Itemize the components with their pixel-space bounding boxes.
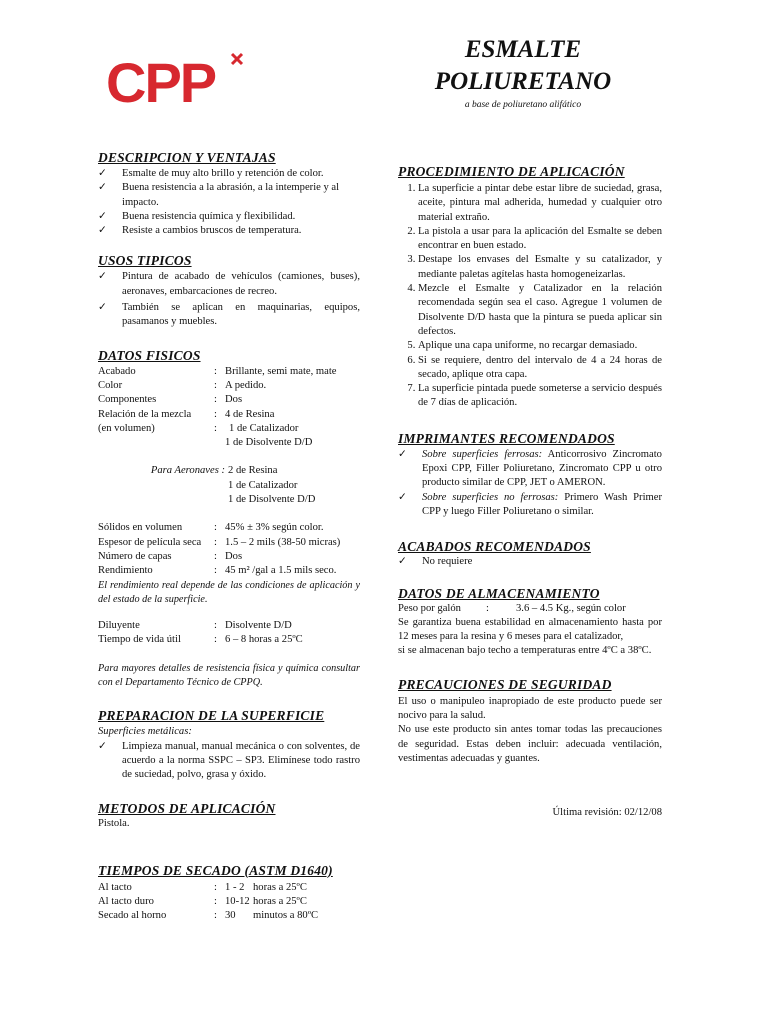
datos-key: Color — [98, 379, 123, 391]
aeronaves-value: 2 de Resina — [228, 465, 278, 477]
tiempos-key: Al tacto — [98, 881, 132, 893]
descripcion-item: Buena resistencia a la abrasión, a la intemperie y al impacto. — [122, 182, 340, 208]
procedimiento-item: 4. Mezcle el Esmalte y Catalizador en la relación recomendada según sea el caso. Agregue 1 volumen de Disolvente D/D hasta que la pintura se pueda aplicar sin defectos. — [418, 282, 662, 339]
check-icon: ✓ — [98, 225, 107, 237]
datos-value: Disolvente D/D — [225, 620, 292, 632]
tiempos-key: Al tacto duro — [98, 896, 154, 908]
datos-value: 1.5 – 2 mils (38-50 micras) — [225, 536, 341, 548]
title-line1: ESMALTE — [464, 36, 582, 63]
check-icon: ✓ — [98, 740, 107, 752]
almacenamiento-p1: Se garantiza buena estabilidad en almacenamiento hasta por 12 meses para la resina y 6 meses para el catalizador, — [398, 616, 662, 643]
datos-value: A pedido. — [225, 379, 267, 391]
metodos-heading: METODOS DE APLICACIÓN — [98, 800, 276, 816]
preparacion-sub: Superficies metálicas: — [98, 726, 192, 738]
check-icon: ✓ — [398, 556, 407, 568]
logo-text: CPP — [106, 51, 216, 110]
tiempos-unit: horas a 25ºC — [253, 881, 307, 893]
datos-key: Tiempo de vida útil — [98, 634, 181, 646]
datos-key: Diluyente — [98, 620, 140, 632]
consultar-note: Para mayores detalles de resistencia física y química consultar con el Departamento Técnico de CPPQ. — [98, 662, 360, 689]
descripcion-item: Resiste a cambios bruscos de temperatura. — [122, 225, 302, 237]
descripcion-heading: DESCRIPCION Y VENTAJAS — [98, 150, 276, 165]
datos-key: Sólidos en volumen — [98, 522, 183, 534]
almacenamiento-value: 3.6 – 4.5 Kg., según color — [516, 602, 626, 614]
tiempos-num: 10-12 — [225, 896, 250, 908]
check-icon: ✓ — [98, 302, 107, 314]
datos-value: 6 – 8 horas a 25ºC — [225, 634, 303, 646]
rendimiento-note: El rendimiento real depende de las condiciones de aplicación y del estado de la superficie. — [98, 579, 360, 605]
tiempos-num: 1 - 2 — [225, 881, 245, 893]
procedimiento-item: 6. Si se requiere, dentro del intervalo de 4 a 24 horas de secado, aplique otra capa. — [418, 354, 662, 383]
datos-key: Rendimiento — [98, 565, 153, 577]
descripcion-item: Esmalte de muy alto brillo y retención de color. — [122, 168, 324, 179]
usos-item: Pintura de acabado de vehículos (camiones, buses), aeronaves, embarcaciones de recreo. — [122, 271, 360, 297]
imprimante-text: Primero Wash Primer CPP y luego Filler Poliuretano o similar. — [422, 491, 663, 517]
datos-key: (en volumen) — [98, 422, 155, 434]
datos-key: Relación de la mezcla — [98, 408, 192, 420]
datos-value: 4 de Resina — [225, 408, 275, 420]
usos-item: También se aplican en maquinarias, equipos, pasamanos y muebles. — [122, 302, 360, 328]
left-column: DESCRIPCION Y VENTAJAS ✓ Esmalte de muy alto brillo y retención de color. ✓ Buena resistencia a la abrasión, a la intemperie y al impacto. ✓ Buena resistencia química y flexibilidad. ✓ Resiste a cambios bruscos de temperatura. USOS TIPICOS ✓ Pintura de acabado de vehículos (camiones, buses), aeronaves, embarcaciones de recreo. ✓ También se aplican en maquinarias, equipos, pasamanos y muebles. DATOS FISICOS Acabado : Brillante, semi mate, mate Color : A pedido. Componentes : Dos Relación de la mezcla : 4 de Resina (en volumen) : 1 de Catalizador 1 de Disolvente D/D Para Aeronaves : 2 de Resina 1 de Catalizador 1 de Disolvente D/D Sólidos en volumen : 45% ± 3% según color. Espesor de película seca : 1.5 – 2 mils (38-50 micras) Número de capas : Dos Rendimiento : 45 m² /gal a 1.5 mils seco. El rendimiento real depende de las condiciones de aplicación y del estado de la superficie. Diluyente : Disolvente D/D Tiempo de vida útil : 6 – 8 horas a 25ºC Para mayores detalles de resistencia física y química consultar con el Departamento Técnico de CPPQ. PREPARACION DE LA SUPERFICIE Superficies metálicas: ✓ Limpieza manual, manual mecánica o con solventes, de acuerdo a la norma SSPC – SP3. Elimínese todo rastro de suciedad, polvo, grasa y óxido. METODOS DE APLICACIÓN Pistola. TIEMPOS DE SECADO (ASTM D1640) Al tacto : 1 - 2 horas a 25ºC Al tacto duro : 10-12 horas a 25ºC Secado al horno : 30 minutos a 80ºC — [98, 150, 360, 924]
precauciones-p2: No use este producto sin antes tomar todas las precauciones de seguridad. Estas deben incluir: adecuada ventilación, vestimentas adecuadas y guantes. — [398, 724, 662, 764]
aeronaves-value: 1 de Catalizador — [228, 479, 298, 491]
procedimiento-item: 5. Aplique una capa uniforme, no recargar demasiado. — [418, 339, 662, 353]
imprimante-label: Sobre superficies ferrosas: — [422, 448, 543, 460]
datos-value: Dos — [225, 394, 243, 406]
datos-value: 1 de Disolvente D/D — [225, 437, 313, 449]
right-column: PROCEDIMIENTO DE APLICACIÓN 1. La superficie a pintar debe estar libre de suciedad, grasa, aceite, pintura mal adherida, humedad y cualquier otro material extraño. 2. La pistola a usar para la aplicación del Esmalte se deben encontrar en buen estado. 3. Destape los envases del Esmalte y su catalizador, y mediante paletas agítelas hasta homogeneizarlas. 4. Mezcle el Esmalte y Catalizador en la relación recomendada según sea el caso. Agregue 1 volumen de Disolvente D/D hasta que la pintura se pueda aplicar sin defectos. 5. Aplique una capa uniforme, no recargar demasiado. 6. Si se requiere, dentro del intervalo de 4 a 24 horas de secado, aplique otra capa. 7. La superficie pintada puede someterse a servicio después de 7 días de aplicación. IMPRIMANTES RECOMENDADOS ✓ Sobre superficies ferrosas: Anticorrosivo Zincromato Epoxi CPP, Filler Poliuretano, Zincromato CPP u otro producto similar de CPP, JET o AMERON. ✓ Sobre superficies no ferrosas: Primero Wash Primer CPP y luego Filler Poliuretano o similar. ACABADOS RECOMENDADOS ✓ No requiere DATOS DE ALMACENAMIENTO Peso por galón : 3.6 – 4.5 Kg., según color Se garantiza buena estabilidad en almacenamiento hasta por 12 meses para la resina y 6 meses para el catalizador, si se almacenan bajo techo a temperaturas entre 4ºC a 38ºC. PRECAUCIONES DE SEGURIDAD El uso o manipuleo inapropiado de este producto puede ser nocivo para la salud. No use este producto sin antes tomar todas las precauciones de seguridad. Estas deben incluir: adecuada ventilación, vestimentas adecuadas y guantes. Última revisión: 02/12/08 — [398, 164, 662, 821]
datos-heading: DATOS FISICOS — [98, 347, 201, 363]
imprimante-text: Anticorrosivo Zincromato Epoxi CPP, Filler Poliuretano, Zincromato CPP u otro producto similar de CPP, JET o AMERON. — [422, 448, 662, 489]
datos-key: Espesor de película seca — [98, 536, 202, 548]
descripcion-item: Buena resistencia química y flexibilidad. — [122, 210, 296, 222]
check-icon: ✓ — [98, 168, 107, 179]
procedimiento-item: 7. La superficie pintada puede someterse a servicio después de 7 días de aplicación. — [418, 382, 662, 411]
cpp-logo — [106, 50, 246, 110]
tiempos-heading: TIEMPOS DE SECADO (ASTM D1640) — [98, 862, 333, 878]
tiempos-unit: minutos a 80ºC — [253, 910, 319, 922]
aeronaves-label: Para Aeronaves : — [150, 465, 225, 477]
imprimante-label: Sobre superficies no ferrosas: — [422, 491, 559, 503]
aeronaves-value: 1 de Disolvente D/D — [228, 494, 316, 506]
check-icon: ✓ — [98, 182, 107, 194]
doc-subtitle: a base de poliuretano alifático — [464, 100, 582, 110]
tiempos-unit: horas a 25ºC — [253, 896, 307, 908]
procedimiento-item: 2. La pistola a usar para la aplicación del Esmalte se deben encontrar en buen estado. — [418, 225, 662, 254]
datos-value: 45% ± 3% según color. — [225, 522, 324, 534]
datos-value: 1 de Catalizador — [229, 422, 299, 434]
title-line2: POLIURETANO — [434, 68, 612, 95]
imprimantes-heading: IMPRIMANTES RECOMENDADOS — [398, 430, 615, 446]
almacenamiento-heading: DATOS DE ALMACENAMIENTO — [398, 585, 600, 601]
check-icon: ✓ — [398, 448, 407, 460]
preparacion-heading: PREPARACION DE LA SUPERFICIE — [98, 708, 325, 724]
logo-star-icon — [232, 54, 242, 64]
check-icon: ✓ — [398, 491, 407, 503]
acabados-heading: ACABADOS RECOMENDADOS — [398, 539, 591, 555]
datos-value: 45 m² /gal a 1.5 mils seco. — [225, 565, 337, 577]
check-icon: ✓ — [98, 271, 107, 283]
procedimiento-heading: PROCEDIMIENTO DE APLICACIÓN — [398, 164, 625, 179]
revision-date: Última revisión: 02/12/08 — [552, 807, 662, 819]
procedimiento-item: 1. La superficie a pintar debe estar libre de suciedad, grasa, aceite, pintura mal adherida, humedad y cualquier otro material extraño. — [418, 182, 662, 225]
datos-value: Brillante, semi mate, mate — [225, 365, 337, 377]
datos-key: Componentes — [98, 394, 157, 406]
preparacion-item: Limpieza manual, manual mecánica o con solventes, de acuerdo a la norma SSPC – SP3. Elimínese todo rastro de suciedad, polvo, grasa y óxido. — [122, 740, 360, 781]
almacenamiento-p2: si se almacenan bajo techo a temperaturas entre 4ºC a 38ºC. — [398, 645, 652, 657]
datos-key: Número de capas — [98, 550, 172, 562]
acabados-item: No requiere — [422, 556, 473, 568]
precauciones-heading: PRECAUCIONES DE SEGURIDAD — [398, 676, 612, 692]
datos-value: Dos — [225, 550, 243, 562]
precauciones-p1: El uso o manipuleo inapropiado de este producto puede ser nocivo para la salud. — [398, 695, 662, 722]
almacenamiento-key: Peso por galón — [398, 602, 461, 614]
tiempos-num: 30 — [225, 910, 236, 922]
doc-title — [400, 34, 646, 98]
metodos-text: Pistola. — [98, 817, 130, 829]
datos-key: Acabado — [98, 365, 136, 377]
procedimiento-item: 3. Destape los envases del Esmalte y su catalizador, y mediante paletas agítelas hasta homogeneizarlas. — [418, 253, 662, 282]
tiempos-key: Secado al horno — [98, 910, 167, 922]
usos-heading: USOS TIPICOS — [98, 253, 192, 269]
check-icon: ✓ — [98, 210, 107, 222]
